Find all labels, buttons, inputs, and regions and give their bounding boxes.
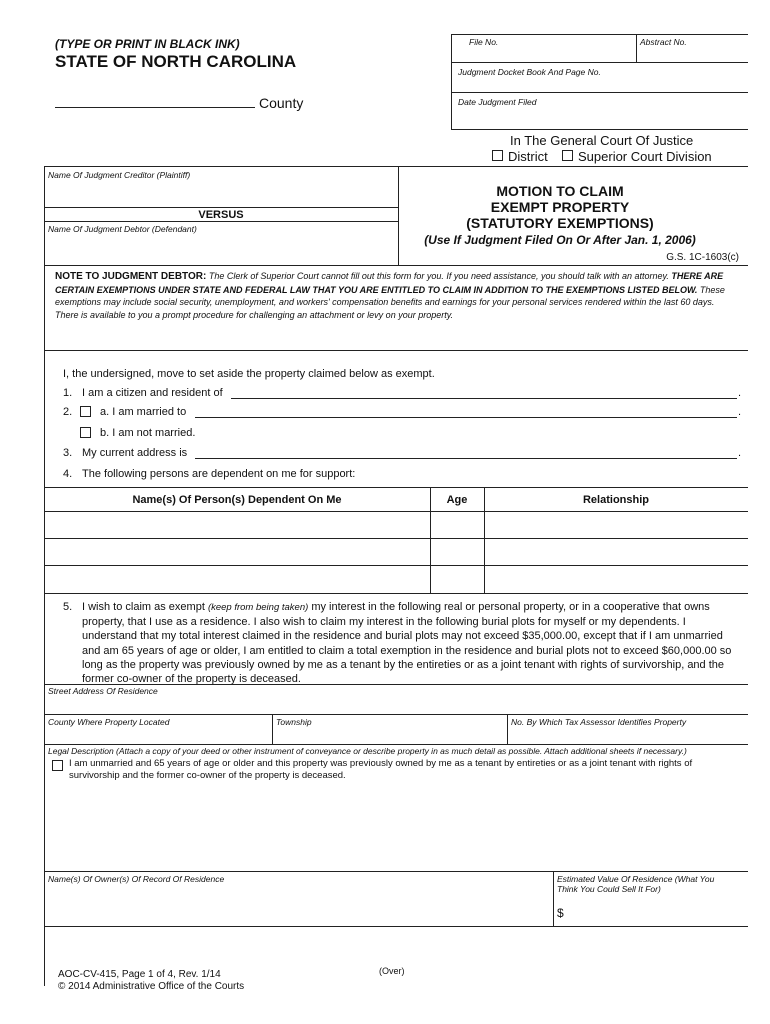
item-2a-period: . (738, 406, 742, 418)
note-text-2: These exemptions may include social security, unemployment, and workers' compensation benefits and earnings for your personal services rendered within the last 60 days. There is available to you a prompt procedure for challenging an attachment or levy on your property. (55, 284, 725, 320)
header-box-left-border (451, 34, 452, 129)
tax-id-field[interactable] (509, 728, 746, 743)
form-title-4: (Use If Judgment Filed On Or After Jan. 1, 2006) (424, 233, 696, 247)
dependent-row-3-name[interactable] (46, 567, 428, 592)
item-2b-label: b. I am not married. (100, 427, 196, 439)
note-text-1: The Clerk of Superior Court cannot fill out this form for you. If you need assistance, you should talk with an attorney. (208, 271, 669, 281)
dependent-row-2-name[interactable] (46, 540, 428, 564)
county-located-field[interactable] (46, 728, 270, 743)
abstract-no-label: Abstract No. (640, 37, 687, 47)
unmarried-65-checkbox[interactable] (52, 760, 63, 771)
county-label: County (259, 95, 304, 111)
note-block (55, 270, 735, 321)
street-address-field[interactable] (46, 697, 746, 713)
item-4-label: The following persons are dependent on me for support: (82, 468, 356, 480)
note-label: NOTE TO JUDGMENT DEBTOR: (55, 271, 207, 282)
file-no-label: File No. (469, 37, 499, 47)
parties-divider (398, 166, 399, 265)
legal-description-label: Legal Description (Attach a copy of your deed or other instrument of conveyance or describe property in as much detail as possible. Attach additional sheets if necessary.) (48, 746, 687, 756)
district-checkbox[interactable] (492, 150, 503, 161)
dependent-row-3-age[interactable] (432, 567, 482, 592)
county-located-label: County Where Property Located (48, 717, 170, 727)
header-box-bottom (451, 129, 748, 130)
superior-label: Superior Court Division (578, 149, 712, 164)
item-3-label: My current address is (82, 447, 188, 459)
owners-value-divider (553, 871, 554, 926)
dependents-col-relationship: Relationship (582, 494, 649, 506)
dependents-table-bottom (44, 593, 748, 594)
form-title-3: (STATUTORY EXEMPTIONS) (466, 215, 654, 231)
header-box-divider (636, 34, 637, 62)
over-label: (Over) (379, 966, 405, 976)
ink-note: (TYPE OR PRINT IN BLACK INK) (55, 37, 240, 51)
item-3-period: . (738, 447, 742, 459)
residence-top-border (44, 684, 748, 685)
dependent-row-1-name[interactable] (46, 513, 428, 537)
item-1-period: . (738, 387, 742, 399)
residence-state-input[interactable] (231, 398, 737, 399)
dependents-table-top (44, 487, 748, 488)
note-top-border (44, 265, 748, 266)
versus-line-bottom (44, 221, 398, 222)
creditor-label: Name Of Judgment Creditor (Plaintiff) (48, 170, 191, 180)
owners-row-top (44, 871, 748, 872)
township-tax-divider (507, 714, 508, 744)
dependents-row-2-bottom (44, 565, 748, 566)
dependents-header-bottom (44, 511, 748, 512)
form-id: AOC-CV-415, Page 1 of 4, Rev. 1/14 (58, 969, 221, 980)
header-box-line-1 (451, 62, 748, 63)
header-box-top-border (451, 34, 748, 35)
header-box-line-2 (451, 92, 748, 93)
township-label: Township (276, 717, 312, 727)
form-title-2: EXEMPT PROPERTY (490, 199, 630, 215)
item-5-text-a: I wish to claim as exempt (82, 601, 208, 613)
item-5-text-italic: (keep from being taken) (207, 602, 309, 613)
spouse-name-input[interactable] (195, 417, 737, 418)
item-3-number: 3. (63, 447, 73, 459)
dependents-col-age: Age (446, 494, 468, 506)
versus-label: VERSUS (198, 209, 244, 221)
dependent-row-2-relationship[interactable] (486, 540, 746, 564)
owners-label: Name(s) Of Owner(s) Of Record Of Residence (48, 874, 225, 884)
value-field[interactable] (568, 904, 746, 922)
debtor-label: Name Of Judgment Debtor (Defendant) (48, 224, 197, 234)
district-label: District (508, 149, 548, 164)
intro-text: I, the undersigned, move to set aside the property claimed below as exempt. (63, 368, 435, 380)
note-bold: THERE ARE CERTAIN EXEMPTIONS UNDER STATE AND FEDERAL LAW THAT YOU ARE ENTITLED TO CLAIM IN ADDITION TO THE EXEMPTIONS LISTED BELOW. (55, 271, 724, 295)
item-1-label: I am a citizen and resident of (82, 387, 223, 399)
docket-label: Judgment Docket Book And Page No. (458, 67, 601, 77)
copyright: © 2014 Administrative Office of the Courts (58, 981, 245, 992)
county-row-top (44, 714, 748, 715)
not-married-checkbox[interactable] (80, 427, 91, 438)
married-checkbox[interactable] (80, 406, 91, 417)
dependent-row-1-relationship[interactable] (486, 513, 746, 537)
item-2-number: 2. (63, 406, 73, 418)
county-township-divider (272, 714, 273, 744)
street-address-label: Street Address Of Residence (48, 686, 158, 696)
item-2a-label: a. I am married to (100, 406, 187, 418)
left-page-border (44, 166, 45, 986)
value-label: Estimated Value Of Residence (What You Think You Could Sell It For) (557, 874, 715, 894)
dependent-row-2-age[interactable] (432, 540, 482, 564)
dependent-row-3-relationship[interactable] (486, 567, 746, 592)
legal-row-top (44, 744, 748, 745)
parties-top-border (44, 166, 748, 167)
state-title: STATE OF NORTH CAROLINA (55, 52, 297, 71)
dependent-row-1-age[interactable] (432, 513, 482, 537)
dollar-sign: $ (557, 906, 564, 920)
superior-checkbox[interactable] (562, 150, 573, 161)
unmarried-65-text: I am unmarried and 65 years of age or older and this property was previously owned by me as a tenant by entireties or as a joint tenant with rights of survivorship and the former co-owner of the property is deceased. (69, 758, 693, 781)
court-name: In The General Court Of Justice (510, 133, 694, 148)
statute-ref: G.S. 1C-1603(c) (666, 252, 739, 263)
county-input-line[interactable] (55, 107, 255, 108)
item-5-number: 5. (63, 601, 73, 613)
date-filed-label: Date Judgment Filed (458, 97, 537, 107)
owners-field[interactable] (46, 886, 551, 924)
dependents-col-name: Name(s) Of Person(s) Dependent On Me (132, 494, 342, 506)
owners-row-bottom (44, 926, 748, 927)
versus-line-top (44, 207, 398, 208)
item-4-number: 4. (63, 468, 73, 480)
tax-id-label: No. By Which Tax Assessor Identifies Property (511, 717, 687, 727)
township-field[interactable] (274, 728, 505, 743)
item-1-number: 1. (63, 387, 73, 399)
current-address-input[interactable] (195, 458, 737, 459)
dependents-row-1-bottom (44, 538, 748, 539)
item-5-text (82, 600, 737, 686)
note-bottom-border (44, 350, 748, 351)
form-title-1: MOTION TO CLAIM (496, 183, 624, 199)
legal-description-field[interactable] (46, 786, 746, 870)
item-5-text-b: my interest in the following real or personal property, or in a cooperative that owns property, that I use as a residence. I also wish to claim my interest in the following burial plots for myself or my dependents. I understand that my total interest claimed in the residence and burial plots may not exceed $35,000.00, except that if I am unmarried and am 65 years of age or older, I am entitled to claim a total exemption in the residence and burial plots not to exceed $60,000.00 so long as the property was previously owned by me as a tenant by the entireties or as a joint tenant with rights of survivorship, and the former co-owner of the property is deceased. (82, 601, 732, 686)
